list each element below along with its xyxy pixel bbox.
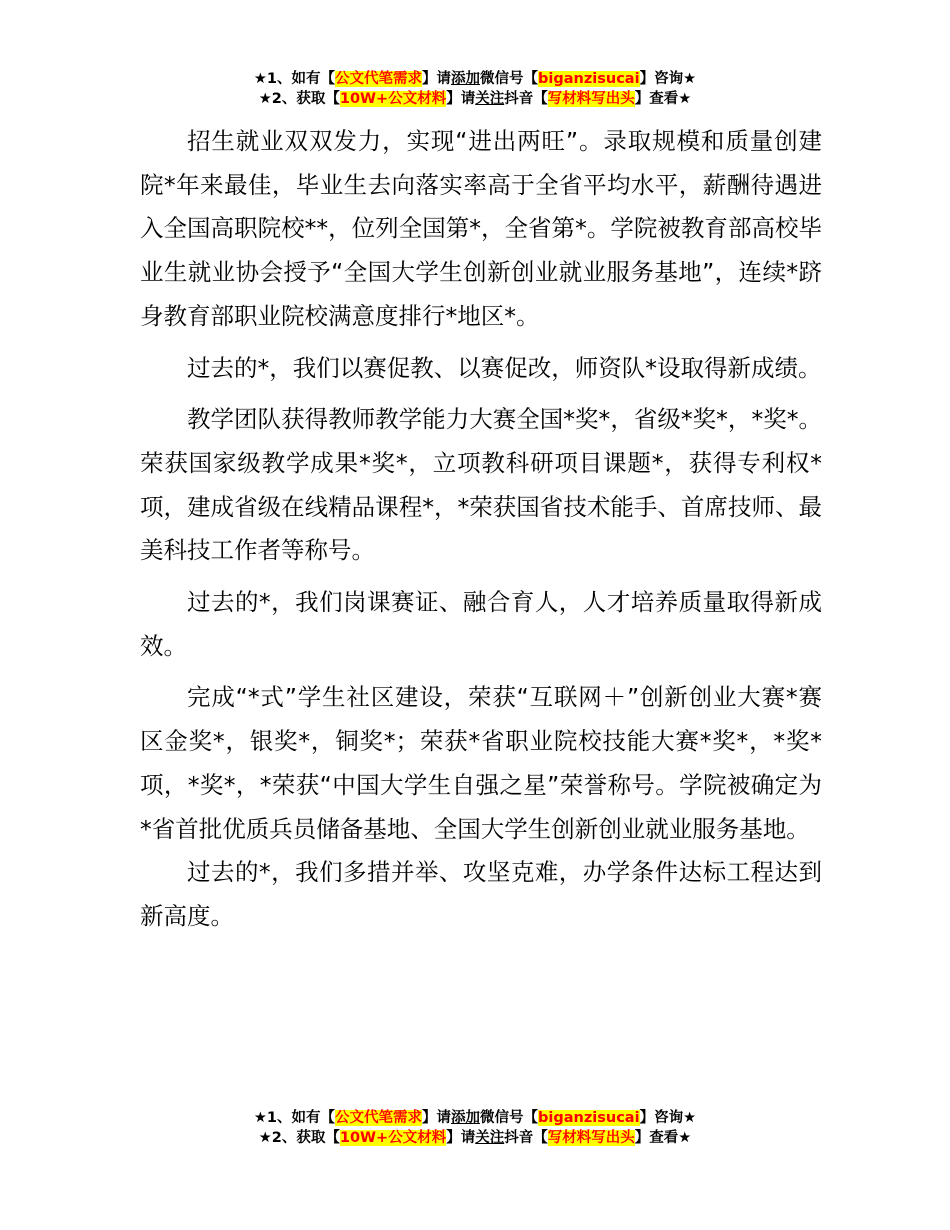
banner-text: ★2、获取【 [258,1130,340,1146]
highlight-materials: 10W+公文材料 [339,1130,447,1146]
banner-text: 】请 [446,91,476,107]
banner-text: ★1、如有【 [253,1110,336,1126]
banner-emphasis: 关注 [475,91,505,107]
banner-line-1 [0,1108,950,1128]
banner-text: 抖音【 [504,1130,548,1146]
banner-emphasis: 关注 [475,1130,505,1146]
paragraph: 过去的*，我们以赛促教、以赛促改，师资队*设取得新成绩。 [187,353,822,382]
banner-text: 】查看★ [634,91,692,107]
banner-text: 】查看★ [634,1130,692,1146]
banner-text: ★2、获取【 [258,91,340,107]
banner-line-2 [0,89,950,109]
highlight-service: 公文代笔需求 [335,1110,423,1126]
banner-text: 】请 [422,71,452,87]
banner-text: 】咨询★ [639,1110,697,1126]
banner-text: ★1、如有【 [253,71,336,87]
banner-text: 微信号【 [480,71,539,87]
banner-text: 】请 [446,1130,476,1146]
banner-line-1 [0,69,950,89]
highlight-materials: 10W+公文材料 [339,91,447,107]
highlight-wechat-id: biganzisucai [538,71,640,87]
document-body [140,120,822,947]
banner-text: 】咨询★ [639,71,697,87]
paragraph: 过去的*，我们多措并举、攻坚克难，办学条件达标工程达到新高度。 [140,858,822,930]
banner-emphasis: 添加 [451,71,481,87]
paragraph: 过去的*，我们岗课赛证、融合育人，人才培养质量取得新成效。 [140,588,822,660]
banner-text: 微信号【 [480,1110,539,1126]
paragraph: 教学团队获得教师教学能力大赛全国*奖*，省级*奖*，*奖*。荣获国家级教学成果*奖*，立项教科研项目课题*，获得专利权*项，建成省级在线精品课程*，*荣获国省技术能手、首席技师、最美科技工作者等称号。 [140,405,822,565]
paragraph: 完成“*式”学生社区建设，荣获“互联网＋”创新创业大赛*赛区金奖*，银奖*，铜奖*；荣获*省职业院校技能大赛*奖*，*奖*项，*奖*，*荣获“中国大学生自强之星”荣誉称号。学院被确定为*省首批优质兵员储备基地、全国大学生创新创业就业服务基地。 [140,683,822,843]
highlight-wechat-id: biganzisucai [538,1110,640,1126]
highlight-service: 公文代笔需求 [335,71,423,87]
header-banner [0,69,950,109]
banner-emphasis: 添加 [451,1110,481,1126]
paragraph: 招生就业双双发力，实现“进出两旺”。录取规模和质量创建院*年来最佳，毕业生去向落实率高于全省平均水平，薪酬待遇进入全国高职院校**，位列全国第*，全省第*。学院被教育部高校毕业生就业协会授予“全国大学生创新创业就业服务基地”，连续*跻身教育部职业院校满意度排行*地区*。 [140,127,822,330]
footer-banner [0,1108,950,1148]
banner-text: 抖音【 [504,91,548,107]
banner-line-2 [0,1128,950,1148]
banner-text: 】请 [422,1110,452,1126]
highlight-douyin: 写材料写出头 [547,1130,635,1146]
highlight-douyin: 写材料写出头 [547,91,635,107]
